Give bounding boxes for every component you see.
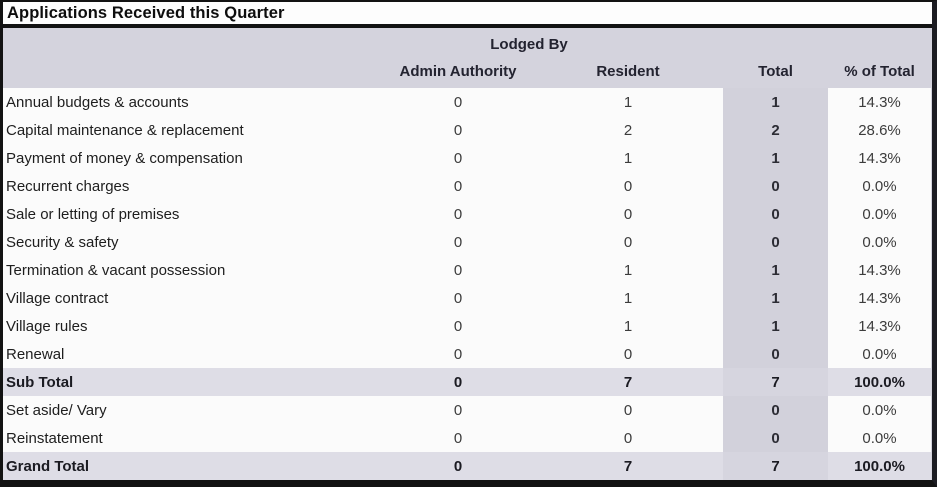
cell-resident: 1 [533, 284, 723, 312]
cell-admin-authority: 0 [383, 284, 533, 312]
table-header [3, 28, 932, 88]
table-row [3, 424, 932, 452]
column-header-admin-authority: Admin Authority [399, 63, 517, 80]
cell-pct-of-total: 14.3% [828, 312, 931, 340]
cell-admin-authority: 0 [383, 144, 533, 172]
row-label: Village contract [3, 284, 383, 312]
cell-admin-authority: 0 [383, 88, 533, 116]
cell-total: 1 [723, 144, 828, 172]
cell-pct-of-total: 14.3% [828, 88, 931, 116]
column-header-resident: Resident [596, 63, 660, 80]
row-label: Sub Total [3, 368, 383, 396]
row-label: Annual budgets & accounts [3, 88, 383, 116]
cell-pct-of-total: 14.3% [828, 144, 931, 172]
cell-resident: 0 [533, 228, 723, 256]
title-bar [3, 2, 932, 28]
row-label: Security & safety [3, 228, 383, 256]
cell-admin-authority: 0 [383, 172, 533, 200]
cell-resident: 7 [533, 452, 723, 480]
cell-total: 0 [723, 396, 828, 424]
cell-resident: 0 [533, 340, 723, 368]
table-row [3, 228, 932, 256]
group-header-row [3, 28, 932, 54]
cell-admin-authority: 0 [383, 368, 533, 396]
row-label: Recurrent charges [3, 172, 383, 200]
cell-admin-authority: 0 [383, 228, 533, 256]
row-label: Reinstatement [3, 424, 383, 452]
cell-total: 1 [723, 284, 828, 312]
cell-pct-of-total: 14.3% [828, 256, 931, 284]
cell-resident: 1 [533, 88, 723, 116]
cell-total: 0 [723, 424, 828, 452]
cell-pct-of-total: 0.0% [828, 172, 931, 200]
table-row [3, 144, 932, 172]
table-row [3, 396, 932, 424]
cell-admin-authority: 0 [383, 396, 533, 424]
row-label: Village rules [3, 312, 383, 340]
table-row [3, 340, 932, 368]
cell-resident: 1 [533, 144, 723, 172]
table-row [3, 88, 932, 116]
cell-resident: 7 [533, 368, 723, 396]
cell-total: 2 [723, 116, 828, 144]
cell-resident: 1 [533, 256, 723, 284]
cell-admin-authority: 0 [383, 256, 533, 284]
row-label: Renewal [3, 340, 383, 368]
table-row [3, 116, 932, 144]
column-header-blank [3, 54, 383, 88]
cell-total: 7 [723, 452, 828, 480]
cell-pct-of-total: 14.3% [828, 284, 931, 312]
table-row [3, 200, 932, 228]
page-title: Applications Received this Quarter [7, 3, 285, 22]
cell-pct-of-total: 0.0% [828, 396, 931, 424]
row-label: Payment of money & compensation [3, 144, 383, 172]
cell-admin-authority: 0 [383, 312, 533, 340]
cell-resident: 0 [533, 172, 723, 200]
cell-resident: 0 [533, 200, 723, 228]
column-header-total: Total [758, 63, 793, 80]
cell-resident: 1 [533, 312, 723, 340]
cell-pct-of-total: 100.0% [828, 368, 931, 396]
table-row [3, 172, 932, 200]
row-label: Set aside/ Vary [3, 396, 383, 424]
table-row-grand-total [3, 452, 932, 480]
cell-total: 0 [723, 228, 828, 256]
table-row [3, 256, 932, 284]
cell-resident: 2 [533, 116, 723, 144]
cell-admin-authority: 0 [383, 340, 533, 368]
cell-pct-of-total: 0.0% [828, 340, 931, 368]
cell-total: 7 [723, 368, 828, 396]
row-label: Sale or letting of premises [3, 200, 383, 228]
cell-total: 0 [723, 340, 828, 368]
cell-total: 0 [723, 200, 828, 228]
table-row [3, 284, 932, 312]
group-header-lodged-by: Lodged By [490, 36, 568, 53]
cell-total: 1 [723, 88, 828, 116]
cell-admin-authority: 0 [383, 200, 533, 228]
cell-admin-authority: 0 [383, 116, 533, 144]
cell-admin-authority: 0 [383, 424, 533, 452]
cell-total: 1 [723, 312, 828, 340]
cell-resident: 0 [533, 424, 723, 452]
cell-pct-of-total: 100.0% [828, 452, 931, 480]
column-header-pct-of-total: % of Total [844, 63, 915, 80]
table-body [3, 88, 932, 480]
column-header-row [3, 54, 932, 88]
row-label: Capital maintenance & replacement [3, 116, 383, 144]
cell-pct-of-total: 0.0% [828, 424, 931, 452]
cell-total: 0 [723, 172, 828, 200]
row-label: Grand Total [3, 452, 383, 480]
cell-resident: 0 [533, 396, 723, 424]
cell-pct-of-total: 0.0% [828, 200, 931, 228]
table-row [3, 312, 932, 340]
cell-pct-of-total: 0.0% [828, 228, 931, 256]
cell-admin-authority: 0 [383, 452, 533, 480]
cell-total: 1 [723, 256, 828, 284]
cell-pct-of-total: 28.6% [828, 116, 931, 144]
row-label: Termination & vacant possession [3, 256, 383, 284]
table-row-sub-total [3, 368, 932, 396]
